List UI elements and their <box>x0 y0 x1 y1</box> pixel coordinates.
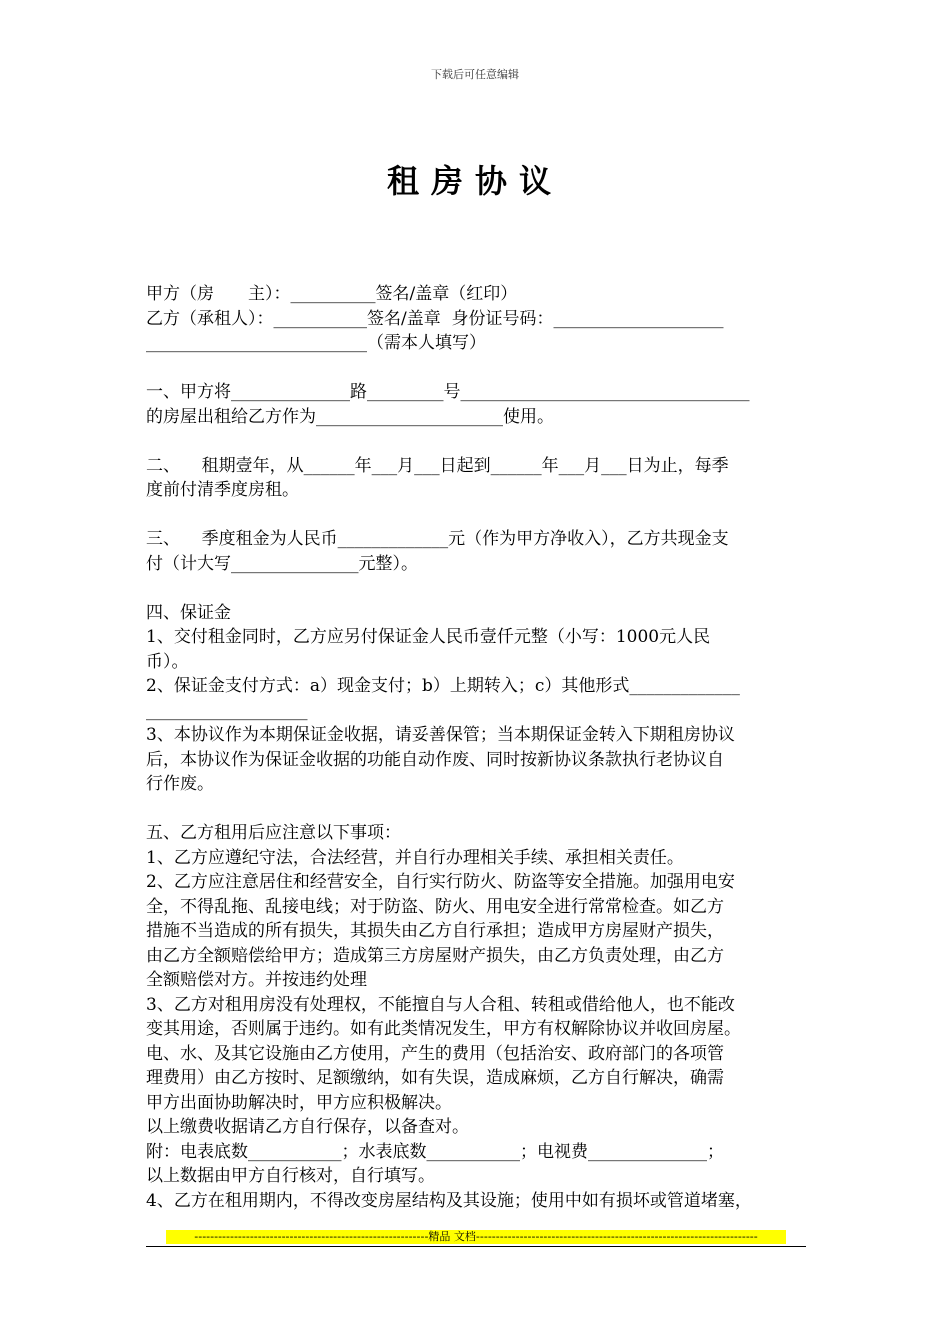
paragraph-line: 甲方出面协助解决时，甲方应积极解决。 <box>146 1092 452 1113</box>
paragraph-line: 措施不当造成的所有损失，其损失由乙方自行承担；造成甲方房屋财产损失， <box>146 921 724 941</box>
paragraph-line: 理费用）由乙方按时、足额缴纳，如有失误，造成麻烦，乙方自行解决，确需 <box>146 1068 724 1088</box>
paragraph-gap <box>146 356 808 381</box>
paragraph-line: 1、交付租金同时，乙方应另付保证金人民币壹仟元整（小写：1000元人民 <box>146 627 711 647</box>
paragraph-line: 行作废。 <box>146 774 214 794</box>
paragraph-line: 甲方（房 主）：__________签名/盖章（红印） <box>146 284 518 304</box>
paragraph-line: 四、保证金 <box>146 602 231 623</box>
paragraph-line: 乙方（承租人）：___________签名/盖章 身份证号码：____________________ <box>146 308 724 329</box>
paragraph-gap <box>146 797 808 822</box>
paragraph-line: __________________________（需本人填写） <box>146 333 486 353</box>
paragraph-line: 1、乙方应遵纪守法，合法经营，并自行办理相关手续、承担相关责任。 <box>146 847 684 868</box>
paragraph-line: ___________________ <box>146 700 308 721</box>
paragraph-line: 2、乙方应注意居住和经营安全，自行实行防火、防盗等安全措施。加强用电安 <box>146 872 735 892</box>
paragraph-gap <box>146 503 808 528</box>
paragraph-line: 全，不得乱拖、乱接电线；对于防盗、防火、用电安全进行常常检查。如乙方 <box>146 896 724 917</box>
document-body <box>146 282 808 1213</box>
paragraph-line: 度前付清季度房租。 <box>146 480 299 500</box>
paragraph-line: 的房屋出租给乙方作为______________________使用。 <box>146 406 554 427</box>
footer-divider <box>146 1246 806 1247</box>
paragraph-line: 3、乙方对租用房没有处理权，不能擅自与人合租、转租或借给他人，也不能改 <box>146 994 735 1015</box>
paragraph-line: 一、甲方将______________路_________号__________________________________ <box>146 382 750 402</box>
paragraph-line: 4、乙方在租用期内，不得改变房屋结构及其设施；使用中如有损坏或管道堵塞， <box>146 1190 752 1211</box>
paragraph-line: 电、水、及其它设施由乙方使用，产生的费用（包括治安、政府部门的各项管 <box>146 1043 724 1064</box>
paragraph-line: 2、保证金支付方式：a）现金支付；b）上期转入；c）其他形式_____________ <box>146 676 740 696</box>
paragraph-line: 币）。 <box>146 651 189 672</box>
paragraph-line: 附：电表底数___________；水表底数___________；电视费______________； <box>146 1141 724 1162</box>
paragraph-gap <box>146 429 808 454</box>
paragraph-line: 全额赔偿对方。并按违约处理 <box>146 970 367 990</box>
paragraph-gap <box>146 576 808 601</box>
paragraph-line: 以上数据由甲方自行核对，自行填写。 <box>146 1166 435 1186</box>
paragraph-line: 后，本协议作为保证金收据的功能自动作废、同时按新协议条款执行老协议自 <box>146 749 724 770</box>
paragraph-line: 二、 租期壹年，从______年___月___日起到______年___月___日为止，每季 <box>146 455 729 476</box>
paragraph-line: 五、乙方租用后应注意以下事项： <box>146 823 401 843</box>
page-title: 租房协议 <box>386 162 563 200</box>
paragraph-line: 付（计大写_______________元整）。 <box>146 553 418 574</box>
footer-banner: -----------------------------------------------------------精品 文档----------------------------------------------------------------------- <box>166 1230 786 1244</box>
header-note: 下载后可任意编辑 <box>431 68 519 81</box>
paragraph-line: 由乙方全额赔偿给甲方；造成第三方房屋财产损失，由乙方负责处理，由乙方 <box>146 945 724 966</box>
paragraph-line: 三、 季度租金为人民币_____________元（作为甲方净收入），乙方共现金支 <box>146 529 729 549</box>
paragraph-line: 以上缴费收据请乙方自行保存，以备查对。 <box>146 1117 469 1137</box>
paragraph-line: 变其用途，否则属于违约。如有此类情况发生，甲方有权解除协议并收回房屋。 <box>146 1019 741 1039</box>
paragraph-line: 3、本协议作为本期保证金收据，请妥善保管；当本期保证金转入下期租房协议 <box>146 725 735 745</box>
